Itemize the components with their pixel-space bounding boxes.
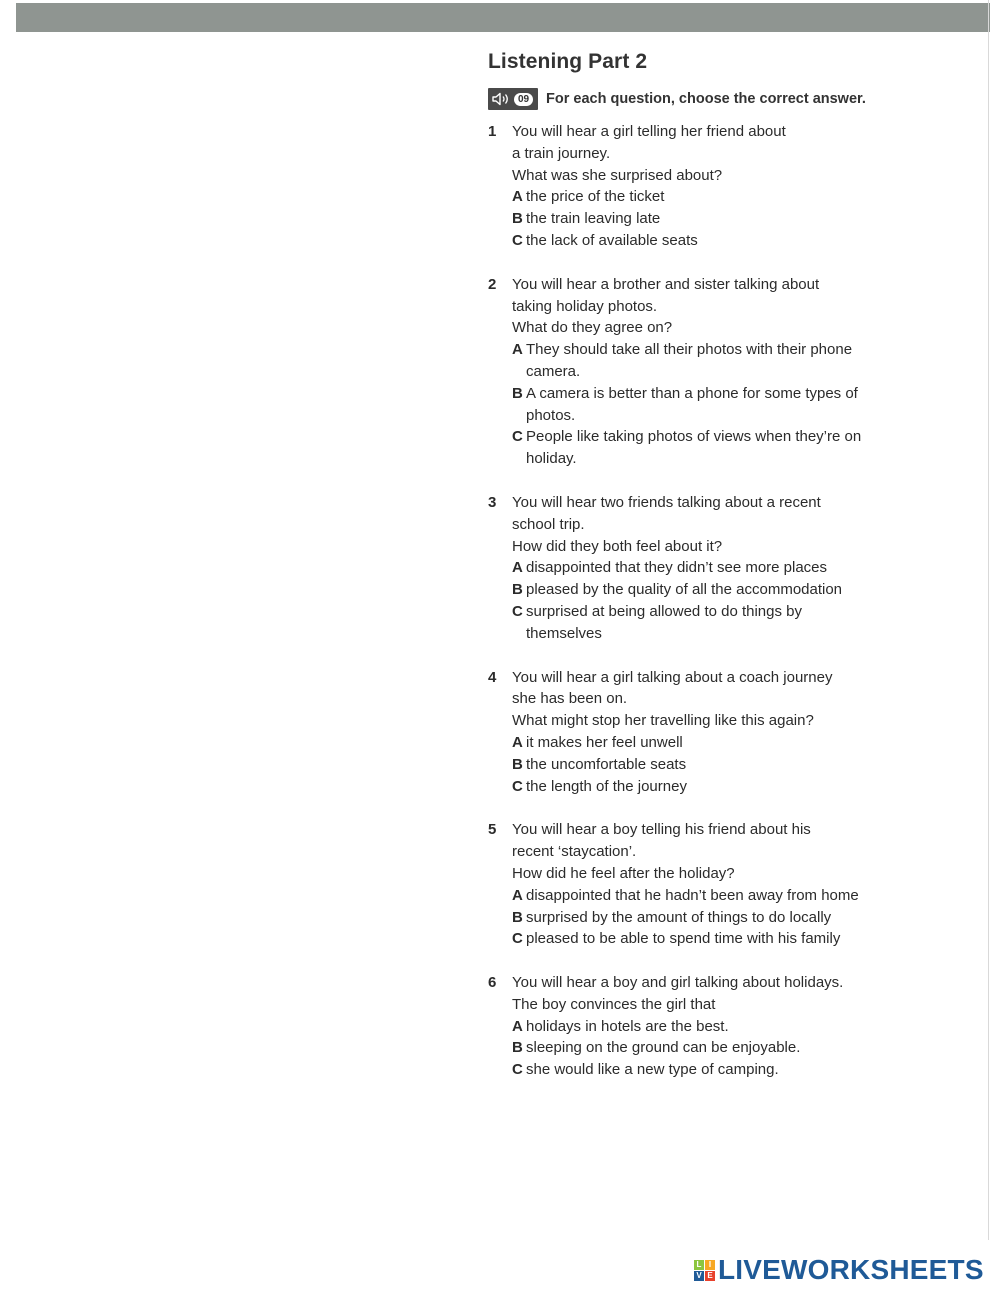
option-letter: C [512,930,523,948]
question-item [488,819,898,950]
answer-option-a[interactable] [512,1016,880,1038]
option-text: pleased to be able to spend time with his family [526,930,841,948]
logo-tile: E [705,1271,715,1281]
answer-option-b[interactable] [512,1037,880,1059]
question-body [512,274,880,470]
question-number: 1 [488,123,497,140]
option-text: surprised at being allowed to do things by themselves [526,602,803,642]
option-text: it makes her feel unwell [526,733,683,751]
top-header-band [16,3,990,32]
option-letter: B [512,755,523,773]
option-text: sleeping on the ground can be enjoyable. [526,1039,801,1057]
question-text-line: How did he feel after the holiday? [512,864,735,882]
option-text: the train leaving late [526,210,661,228]
answer-option-a[interactable] [512,885,880,907]
question-body [512,492,880,645]
answer-option-a[interactable] [512,339,880,383]
brand-name: LIVEWORKSHEETS [718,1254,984,1285]
question-text-line: What do they agree on? [512,319,673,337]
answer-option-c[interactable] [512,1059,880,1081]
logo-tile: V [694,1271,704,1281]
answer-option-a[interactable] [512,732,880,754]
question-text-line: she has been on. [512,690,628,708]
liveworksheets-logo-icon [694,1260,715,1281]
answer-option-b[interactable] [512,907,880,929]
question-text-line: What was she surprised about? [512,166,723,184]
question-text-line: taking holiday photos. [512,297,658,315]
question-body [512,667,880,798]
option-letter: B [512,1039,523,1057]
question-text-line: You will hear a boy telling his friend about his [512,821,811,839]
answer-option-a[interactable] [512,557,880,579]
instruction-row [488,88,898,110]
instruction-text: For each question, choose the correct answer. [546,91,866,107]
question-number: 3 [488,493,497,511]
question-text-line: The boy convinces the girl that [512,995,716,1013]
question-number: 4 [488,668,497,686]
question-number: 5 [488,821,497,839]
option-letter: C [512,602,523,620]
answer-option-c[interactable] [512,928,880,950]
audio-track-number: 09 [514,93,533,106]
page-title: Listening Part 2 [488,50,648,73]
option-text: the lack of available seats [526,231,698,249]
question-item [488,492,898,645]
option-letter: C [512,428,523,446]
option-letter: B [512,210,523,228]
option-text: the price of the ticket [526,188,665,206]
question-text-line: a train journey. [512,144,611,162]
logo-tile: I [705,1260,715,1270]
footer-brand [694,1255,984,1285]
question-item [488,274,898,470]
question-body [512,819,880,950]
answer-option-c[interactable] [512,776,880,798]
worksheet-column [488,48,898,1103]
option-letter: C [512,777,523,795]
option-letter: A [512,188,523,206]
answer-option-c[interactable] [512,230,880,252]
option-letter: C [512,231,523,249]
option-text: disappointed that he hadn’t been away from home [526,886,859,904]
option-letter: A [512,341,523,359]
option-text: A camera is better than a phone for some types of photos. [526,384,858,424]
question-text-line: You will hear a girl telling her friend about [512,123,786,140]
answer-option-b[interactable] [512,754,880,776]
question-text-line: school trip. [512,515,585,533]
option-letter: A [512,1017,523,1035]
option-text: pleased by the quality of all the accommodation [526,581,843,599]
option-letter: B [512,384,523,402]
question-list [488,121,898,1081]
question-number: 2 [488,275,497,293]
option-letter: A [512,559,523,577]
question-number: 6 [488,974,497,992]
question-text-line: You will hear a girl talking about a coach journey [512,668,833,686]
answer-option-a[interactable] [512,186,880,208]
option-text: she would like a new type of camping. [526,1061,779,1079]
option-text: disappointed that they didn’t see more places [526,559,828,577]
question-text-line: You will hear a brother and sister talking about [512,275,820,293]
option-letter: C [512,1061,523,1079]
option-text: They should take all their photos with their phone camera. [526,341,853,380]
option-letter: B [512,908,523,926]
question-text-line: How did they both feel about it? [512,537,723,555]
question-text-line: You will hear two friends talking about a recent [512,493,821,511]
question-body [512,972,880,1081]
question-text-line: You will hear a boy and girl talking about holidays. [512,974,844,992]
answer-option-c[interactable] [512,601,880,645]
page-edge-line [988,0,989,1240]
audio-track-badge[interactable] [488,88,538,110]
option-text: the length of the journey [526,777,687,795]
option-letter: B [512,581,523,599]
option-text: holidays in hotels are the best. [526,1017,729,1035]
option-text: surprised by the amount of things to do locally [526,908,832,926]
option-text: People like taking photos of views when they’re on holiday. [526,428,862,468]
logo-tile: L [694,1260,704,1270]
option-text: the uncomfortable seats [526,755,687,773]
question-text-line: recent ‘staycation’. [512,843,637,861]
answer-option-b[interactable] [512,383,880,427]
question-body [512,121,880,252]
question-item [488,667,898,798]
answer-option-c[interactable] [512,426,880,470]
option-letter: A [512,733,523,751]
speaker-icon [492,92,510,106]
question-item [488,121,898,252]
option-letter: A [512,886,523,904]
answer-option-b[interactable] [512,579,880,601]
question-text-line: What might stop her travelling like this again? [512,712,814,730]
question-item [488,972,898,1081]
answer-option-b[interactable] [512,208,880,230]
